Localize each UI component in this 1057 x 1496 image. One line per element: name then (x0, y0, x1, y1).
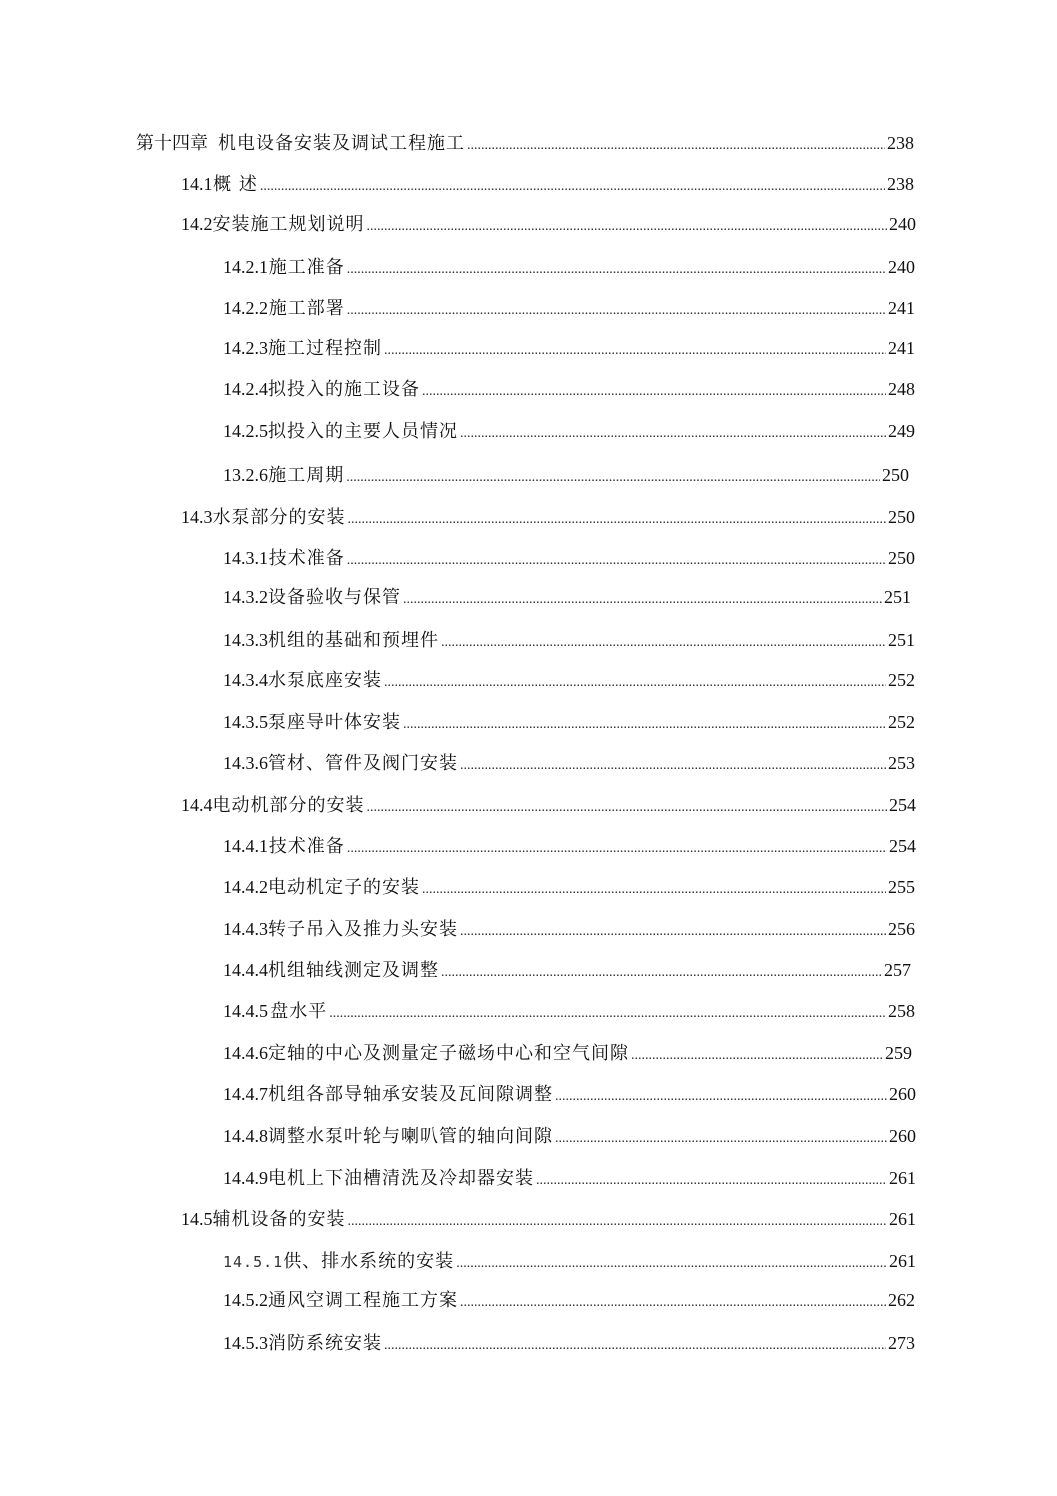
toc-entry[interactable] (223, 333, 915, 363)
toc-page-number: 261 (889, 1209, 916, 1229)
toc-entry[interactable] (223, 831, 916, 861)
toc-page-number: 248 (888, 379, 915, 399)
toc-entry-number: 14.4.5 (223, 1001, 268, 1021)
toc-leader-dots (346, 463, 880, 493)
toc-leader-dots (403, 710, 886, 740)
toc-page-number: 251 (884, 587, 911, 607)
toc-leader-dots (367, 212, 888, 242)
toc-page-number: 253 (888, 753, 915, 773)
toc-entry[interactable] (223, 543, 915, 573)
toc-entry-title: 调整水泵叶轮与喇叭管的轴向间隙 (268, 1126, 553, 1147)
toc-page-number: 240 (889, 214, 916, 234)
toc-entry-title: 盘水平 (270, 1001, 328, 1022)
toc-leader-dots (347, 296, 886, 326)
toc-entry[interactable] (223, 1163, 916, 1193)
toc-leader-dots (347, 255, 886, 285)
toc-entry[interactable] (223, 707, 915, 737)
toc-page-number: 260 (889, 1084, 916, 1104)
toc-entry-number: 13.2.6 (223, 465, 268, 485)
toc-entry-number: 14.3.3 (223, 630, 268, 650)
toc-entry[interactable] (223, 293, 915, 323)
toc-page-number: 241 (888, 338, 915, 358)
toc-leader-dots (347, 546, 886, 576)
toc-entry-title: 电机上下油槽清洗及冷却器安装 (268, 1168, 534, 1189)
toc-entry-number: 14.3.1 (223, 548, 268, 568)
toc-leader-dots (467, 131, 885, 161)
toc-entry-number: 14.5.2 (223, 1290, 268, 1310)
toc-page-number: 255 (888, 877, 915, 897)
toc-entry[interactable] (223, 872, 915, 902)
toc-entry-title: 供、排水系统的安装 (283, 1251, 455, 1272)
toc-entry-title: 安装施工规划说明 (212, 214, 365, 235)
toc-entry[interactable] (181, 209, 916, 239)
toc-entry-number: 14.4.9 (223, 1168, 268, 1188)
toc-entry-title: 施工准备 (268, 257, 345, 278)
toc-chapter-title: 机电设备安装及调试工程施工 (218, 133, 465, 154)
toc-entry-number: 14.3.5 (223, 712, 268, 732)
toc-entry-title: 转子吊入及推力头安装 (268, 919, 458, 940)
toc-entry[interactable] (223, 625, 915, 655)
toc-entry-title: 电动机定子的安装 (268, 877, 420, 898)
toc-entry-number: 14.2 (181, 214, 213, 234)
toc-leader-dots (460, 1288, 886, 1318)
toc-entry-title: 施工周期 (268, 465, 345, 486)
toc-entry[interactable] (223, 582, 911, 612)
toc-entry-title: 水泵底座安装 (268, 670, 382, 691)
toc-leader-dots (456, 1249, 887, 1279)
toc-leader-dots (329, 999, 886, 1029)
toc-entry[interactable] (223, 1285, 915, 1315)
toc-entry-title: 通风空调工程施工方案 (268, 1290, 458, 1311)
toc-entry[interactable] (223, 1121, 916, 1151)
toc-entry-number: 14.4.1 (223, 836, 268, 856)
toc-entry-number: 14.4.6 (223, 1043, 268, 1063)
toc-entry-title: 拟投入的施工设备 (268, 379, 420, 400)
toc-entry-title: 概 述 (213, 174, 258, 195)
toc-entry-number: 14.4.7 (223, 1084, 268, 1104)
toc-page-number: 259 (885, 1043, 912, 1063)
toc-leader-dots (422, 875, 886, 905)
toc-page-number: 249 (888, 421, 915, 441)
toc-page-number: 273 (888, 1333, 915, 1353)
toc-page-number: 256 (888, 919, 915, 939)
toc-leader-dots (348, 1207, 888, 1237)
toc-page-number: 254 (889, 836, 916, 856)
toc-leader-dots (403, 585, 882, 615)
toc-entry-number: 14.5 (181, 1209, 213, 1229)
toc-entry-number: 14.1 (181, 174, 213, 194)
toc-page-number: 262 (888, 1290, 915, 1310)
toc-leader-dots (460, 917, 886, 947)
toc-entry-number: 14.3 (181, 507, 213, 527)
toc-chapter-entry[interactable] (136, 128, 914, 158)
toc-leader-dots (460, 419, 886, 449)
toc-page-number: 254 (889, 795, 916, 815)
toc-leader-dots (422, 377, 886, 407)
toc-leader-dots (441, 958, 882, 988)
toc-entry[interactable] (223, 665, 915, 695)
toc-page-number: 251 (888, 630, 915, 650)
toc-entry-title: 机组各部导轴承安装及瓦间隙调整 (268, 1084, 553, 1105)
toc-entry-number: 14.4.4 (223, 960, 268, 980)
toc-entry-title: 泵座导叶体安装 (268, 712, 401, 733)
toc-entry[interactable] (223, 1328, 915, 1358)
toc-entry-title: 管材、管件及阀门安装 (268, 753, 458, 774)
toc-leader-dots (536, 1166, 887, 1196)
toc-page-number: 261 (889, 1168, 916, 1188)
toc-leader-dots (631, 1041, 883, 1071)
toc-entry-title: 机组轴线测定及调整 (268, 960, 439, 981)
toc-entry-number: 14.5.1 (223, 1253, 284, 1271)
toc-entry-number: 14.2.2 (223, 298, 268, 318)
toc-page-number: 258 (888, 1001, 915, 1021)
toc-entry-title: 拟投入的主要人员情况 (268, 421, 458, 442)
toc-page-number: 238 (887, 174, 914, 194)
toc-entry[interactable] (181, 790, 916, 820)
toc-entry[interactable] (181, 169, 914, 199)
toc-entry-title: 施工部署 (268, 298, 345, 319)
toc-leader-dots (441, 628, 886, 658)
toc-chapter-number: 第十四章 (136, 133, 208, 153)
toc-entry-title: 定轴的中心及测量定子磁场中心和空气间隙 (268, 1043, 629, 1064)
toc-leader-dots (260, 172, 885, 202)
toc-page-number: 250 (888, 507, 915, 527)
toc-entry[interactable] (223, 416, 915, 446)
toc-entry[interactable] (223, 748, 915, 778)
toc-leader-dots (384, 668, 886, 698)
toc-leader-dots (384, 336, 886, 366)
toc-entry-title: 辅机设备的安装 (212, 1209, 346, 1230)
toc-entry-title: 施工过程控制 (268, 338, 382, 359)
toc-entry-number: 14.3.4 (223, 670, 268, 690)
toc-page-number: 238 (887, 133, 914, 153)
toc-page-number: 250 (888, 548, 915, 568)
toc-entry[interactable] (223, 1038, 912, 1068)
toc-entry[interactable] (223, 1079, 916, 1109)
toc-entry-number: 14.2.1 (223, 257, 268, 277)
toc-leader-dots (384, 1331, 886, 1361)
toc-entry-number: 14.4.8 (223, 1126, 268, 1146)
toc-leader-dots (460, 751, 886, 781)
toc-entry[interactable] (223, 914, 915, 944)
toc-leader-dots (348, 505, 887, 535)
toc-page-number: 252 (888, 712, 915, 732)
toc-entry-title: 技术准备 (268, 836, 345, 857)
toc-entry-number: 14.4 (181, 795, 213, 815)
toc-leader-dots (347, 834, 887, 864)
toc-entry-number: 14.5.3 (223, 1333, 268, 1353)
toc-entry-title: 技术准备 (268, 548, 345, 569)
toc-entry-title: 电动机部分的安装 (212, 795, 365, 816)
toc-entry[interactable] (223, 996, 915, 1026)
toc-page-number: 257 (884, 960, 911, 980)
toc-page-number: 252 (888, 670, 915, 690)
toc-entry[interactable] (223, 252, 915, 282)
toc-entry-number: 14.3.6 (223, 753, 268, 773)
toc-entry[interactable] (181, 502, 915, 532)
toc-entry-title: 消防系统安装 (268, 1333, 382, 1354)
toc-entry-number: 14.2.3 (223, 338, 268, 358)
toc-entry-number: 14.2.5 (223, 421, 268, 441)
toc-page-number: 241 (888, 298, 915, 318)
toc-entry[interactable] (223, 1246, 916, 1276)
toc-leader-dots (555, 1124, 887, 1154)
toc-entry[interactable] (181, 1204, 916, 1234)
toc-page-number: 260 (889, 1126, 916, 1146)
toc-entry-number: 14.2.4 (223, 379, 268, 399)
toc-entry[interactable] (223, 955, 911, 985)
toc-entry[interactable] (223, 460, 909, 490)
toc-page-number: 261 (889, 1251, 916, 1271)
toc-entry-number: 14.3.2 (223, 587, 268, 607)
toc-entry-title: 机组的基础和预埋件 (268, 630, 439, 651)
toc-leader-dots (367, 793, 888, 823)
toc-entry-title: 水泵部分的安装 (212, 507, 346, 528)
toc-leader-dots (555, 1082, 887, 1112)
toc-entry-number: 14.4.3 (223, 919, 268, 939)
toc-entry-title: 设备验收与保管 (268, 587, 401, 608)
toc-page-number: 240 (888, 257, 915, 277)
toc-page-number: 250 (882, 465, 909, 485)
toc-entry-number: 14.4.2 (223, 877, 268, 897)
toc-entry[interactable] (223, 374, 915, 404)
